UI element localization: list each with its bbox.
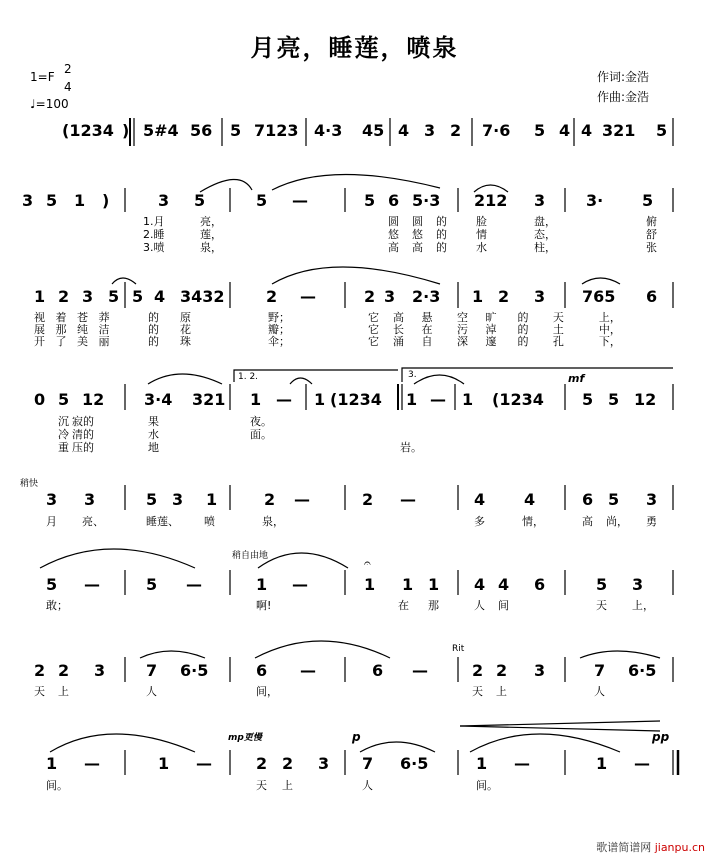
note: 4 xyxy=(559,121,571,140)
lyric: 它 xyxy=(368,311,379,324)
note: 7 xyxy=(362,754,374,773)
lyric: 的 xyxy=(517,323,529,336)
note: 3 xyxy=(534,287,546,306)
note: 7123 xyxy=(254,121,299,140)
lyric: 间。 xyxy=(476,779,498,792)
lyric: 原 xyxy=(179,311,191,324)
note: 56 xyxy=(190,121,213,140)
lyric: 亮、 xyxy=(82,515,104,528)
lyric: 天 xyxy=(34,685,45,698)
lyric: 寂的 xyxy=(72,415,94,428)
note: 3 xyxy=(534,191,546,210)
note-dash: — xyxy=(186,575,202,594)
watermark xyxy=(596,839,705,855)
note: 5 xyxy=(608,490,620,509)
dynamic-p: p xyxy=(352,730,361,744)
note: 3 xyxy=(632,575,644,594)
lyric: 空 xyxy=(456,311,468,324)
note: 6 xyxy=(646,287,658,306)
lyric: 的 xyxy=(436,228,447,241)
note: 2 xyxy=(58,287,70,306)
note: 2 xyxy=(282,754,294,773)
lyric: 间， xyxy=(256,685,278,698)
lyric: 高 xyxy=(412,241,423,254)
note: 4 xyxy=(474,490,486,509)
lyric: 自 xyxy=(421,335,433,348)
tempo-value: =100 xyxy=(35,97,69,111)
lyric: 压的 xyxy=(72,441,94,454)
note: 5 xyxy=(108,287,120,306)
lyric: 花 xyxy=(179,323,191,336)
note: 12 xyxy=(82,390,105,409)
lyric: 盘， xyxy=(534,215,556,228)
lyric: 的 xyxy=(147,335,159,348)
note: 3 xyxy=(384,287,396,306)
note: 4 xyxy=(398,121,410,140)
lyric: 的 xyxy=(517,335,529,348)
note: 1 xyxy=(428,575,440,594)
tempo-rit: Rit xyxy=(452,644,465,654)
lyric: 的 xyxy=(436,241,447,254)
lyric: 天 xyxy=(256,779,267,792)
lyric: 圆 xyxy=(388,215,399,228)
note: 5 xyxy=(364,191,376,210)
note: 3·4 xyxy=(144,390,173,409)
note: 5·3 xyxy=(412,191,441,210)
note: (1234 xyxy=(330,390,382,409)
note: 4 xyxy=(524,490,536,509)
lyric: 土 xyxy=(552,323,564,336)
note-dash: — xyxy=(294,490,310,509)
lyric: 着 xyxy=(55,311,67,324)
note: 3· xyxy=(586,191,604,210)
time-signature-bottom: 4 xyxy=(64,80,72,94)
lyric: 岩。 xyxy=(400,441,422,454)
lyric: 莽 xyxy=(98,311,110,324)
note: 2 xyxy=(362,490,374,509)
note: 1 xyxy=(206,490,218,509)
note: 6 xyxy=(372,661,384,680)
note: 5 xyxy=(596,575,608,594)
lyric: 丽 xyxy=(98,335,110,348)
lyric: 地 xyxy=(148,441,159,454)
lyric: 孔 xyxy=(552,335,564,348)
lyric: 脸 xyxy=(476,215,487,228)
note: 7 xyxy=(594,661,606,680)
lyric: 天 xyxy=(596,599,607,612)
volta-1-2: 1. 2. xyxy=(238,372,259,382)
note: 3 xyxy=(46,490,58,509)
lyric: 邃 xyxy=(485,335,497,348)
lyric: 野； xyxy=(268,311,290,324)
song-title: 月亮，睡莲，喷泉 xyxy=(250,34,459,62)
note: 5 xyxy=(656,121,668,140)
note: 2 xyxy=(496,661,508,680)
lyric: 态， xyxy=(534,228,556,241)
lyric: 睡莲、 xyxy=(146,515,179,528)
lyric: 悠 xyxy=(388,228,399,241)
lyric: 清的 xyxy=(72,428,94,441)
note: 6 xyxy=(534,575,546,594)
note: 3 xyxy=(84,490,96,509)
lyric: 深 xyxy=(456,335,468,348)
lyric: 的 xyxy=(147,323,159,336)
lyric: 悠 xyxy=(412,228,423,241)
note: 3432 xyxy=(180,287,225,306)
lyric-line-verse3-b xyxy=(368,336,621,348)
lyric: 上 xyxy=(282,779,293,792)
lyric: 洁 xyxy=(98,323,110,336)
composer-credit: 作曲:金浩 xyxy=(597,90,650,104)
lyric: 美 xyxy=(77,335,88,348)
note: 1 xyxy=(596,754,608,773)
note: 1 xyxy=(46,754,58,773)
lyric: 舒 xyxy=(646,228,657,241)
lyric: 展 xyxy=(34,323,45,336)
lyric: 苍 xyxy=(77,311,88,324)
lyric: 伞； xyxy=(268,335,290,348)
note: 5 xyxy=(608,390,620,409)
lyric: 冷 xyxy=(58,428,69,441)
lyric: 圆 xyxy=(412,215,423,228)
lyric: 上， xyxy=(632,599,654,612)
lyric: 啊! xyxy=(256,599,272,612)
lyric: 夜。 xyxy=(250,415,272,428)
note: 5 xyxy=(146,575,158,594)
note: 1 xyxy=(402,575,414,594)
note: 3 xyxy=(22,191,34,210)
lyric: 柱， xyxy=(534,241,556,254)
lyricist-credit: 作词:金浩 xyxy=(597,70,650,84)
note: 3 xyxy=(534,661,546,680)
note: 4 xyxy=(498,575,510,594)
lyric: 涌 xyxy=(393,335,404,348)
note: 2 xyxy=(34,661,46,680)
lyric: 间。 xyxy=(46,779,68,792)
note: 5 xyxy=(132,287,144,306)
lyric: 的 xyxy=(436,215,447,228)
lyric: 那 xyxy=(55,323,67,336)
lyric: 视 xyxy=(34,311,45,324)
note: 2 xyxy=(266,287,278,306)
note: 6·5 xyxy=(400,754,429,773)
note: (1234 xyxy=(492,390,544,409)
lyric: 瓣； xyxy=(268,323,290,336)
lyric: 重 xyxy=(58,441,69,454)
lyric: 1.月 xyxy=(143,215,165,228)
note: 4 xyxy=(154,287,166,306)
lyric: 下， xyxy=(598,335,621,348)
lyric: 上， xyxy=(598,311,621,324)
note: 3 xyxy=(82,287,94,306)
note: 3 xyxy=(318,754,330,773)
lyric: 沉 xyxy=(58,415,69,428)
lyric: 情， xyxy=(522,515,544,528)
note: 5 xyxy=(58,390,70,409)
note: 1 xyxy=(34,287,46,306)
note: 6·5 xyxy=(628,661,657,680)
note: 321 xyxy=(192,390,226,409)
lyric: 的 xyxy=(147,311,159,324)
lyric: 亮， xyxy=(200,215,222,228)
lyric: 喷 xyxy=(204,515,215,528)
lyric: 的 xyxy=(517,311,529,324)
lyric: 水 xyxy=(148,428,159,441)
note: 1 xyxy=(406,390,418,409)
note: 2 xyxy=(264,490,276,509)
note: 2 xyxy=(256,754,268,773)
note-dash: — xyxy=(300,287,316,306)
lyric: 高 xyxy=(582,515,593,528)
tempo-shaokuai: 稍快 xyxy=(20,479,39,489)
note: 7·6 xyxy=(482,121,511,140)
note: 2 xyxy=(498,287,510,306)
lyric: 那 xyxy=(428,599,439,612)
lyric: 3.喷 xyxy=(143,241,165,254)
lyric: 它 xyxy=(368,323,379,336)
note: 5 xyxy=(194,191,206,210)
note-dash: — xyxy=(84,575,100,594)
lyric: 多 xyxy=(474,515,485,528)
note: 7 xyxy=(146,661,158,680)
note-dash: — xyxy=(634,754,650,773)
lyric: 敢； xyxy=(46,599,68,612)
fermata-icon: 𝄐 xyxy=(364,556,371,570)
lyric: 人 xyxy=(474,599,485,612)
note: 1 xyxy=(158,754,170,773)
lyric-line-verse3 xyxy=(34,336,191,348)
lyric: 高 xyxy=(393,311,404,324)
lyric: 污 xyxy=(456,323,468,336)
note-fermata: 1 xyxy=(364,575,376,594)
note: 5#4 xyxy=(143,121,179,140)
lyric: 莲， xyxy=(200,228,222,241)
note: 1 xyxy=(314,390,326,409)
note: 3 xyxy=(646,490,658,509)
note: 5 xyxy=(582,390,594,409)
lyric: 面。 xyxy=(250,428,272,441)
note: 2 xyxy=(450,121,462,140)
lyric: 在 xyxy=(421,323,433,336)
lyric: 了 xyxy=(55,335,67,348)
note-dash: — xyxy=(514,754,530,773)
note-dash: — xyxy=(292,575,308,594)
lyric: 旷 xyxy=(485,311,497,324)
note: 5 xyxy=(256,191,268,210)
note: 2 xyxy=(58,661,70,680)
note-dash: — xyxy=(292,191,308,210)
quarter-note-icon: ♩ xyxy=(30,97,36,111)
note-dash: — xyxy=(300,661,316,680)
lyric: 水 xyxy=(476,241,487,254)
note: 1 xyxy=(472,287,484,306)
note: 4 xyxy=(581,121,593,140)
lyric: 泉， xyxy=(262,515,284,528)
lyric: 泉， xyxy=(200,241,222,254)
note: 5 xyxy=(534,121,546,140)
dynamic-pp: pp xyxy=(652,730,670,744)
note: 2·3 xyxy=(412,287,441,306)
note: 3 xyxy=(424,121,436,140)
expression-shaoziyou: 稍自由地 xyxy=(232,551,269,561)
lyric: 中， xyxy=(598,323,621,336)
note: 5 xyxy=(46,191,58,210)
note: 6·5 xyxy=(180,661,209,680)
note: 12 xyxy=(634,390,657,409)
lyric: 长 xyxy=(393,323,404,336)
note: 3 xyxy=(94,661,106,680)
dynamic-mf: mf xyxy=(568,372,585,385)
note: 1 xyxy=(462,390,474,409)
lyric: 上 xyxy=(58,685,69,698)
lyric: 果 xyxy=(148,415,159,428)
dynamic-mp: mp更慢 xyxy=(228,733,262,743)
lyric: 张 xyxy=(646,241,657,254)
note: 3 xyxy=(172,490,184,509)
lyric: 2.睡 xyxy=(143,228,165,241)
note: 321 xyxy=(602,121,636,140)
lyric: 人 xyxy=(362,779,373,792)
note: 2 xyxy=(472,661,484,680)
note: 765 xyxy=(582,287,616,306)
lyric: 高 xyxy=(388,241,399,254)
note: 6 xyxy=(256,661,268,680)
note: ) xyxy=(102,191,110,210)
volta-3: 3. xyxy=(408,370,417,380)
note-dash: — xyxy=(84,754,100,773)
note: 1 xyxy=(256,575,268,594)
lyric: 纯 xyxy=(77,323,88,336)
note-dash: — xyxy=(430,390,446,409)
note: 2 xyxy=(364,287,376,306)
lyric: 俯 xyxy=(646,215,657,228)
lyric: 开 xyxy=(34,335,45,348)
note: 45 xyxy=(362,121,385,140)
lyric: 勇 xyxy=(646,515,657,528)
watermark-text: 歌谱简谱网 xyxy=(596,841,652,854)
note: 3 xyxy=(158,191,170,210)
lyric: 尚， xyxy=(606,515,628,528)
lyric: 人 xyxy=(594,685,605,698)
note-dash: — xyxy=(400,490,416,509)
note: 4·3 xyxy=(314,121,343,140)
note-dash: — xyxy=(412,661,428,680)
lyric: 悬 xyxy=(421,311,433,324)
note: 5 xyxy=(46,575,58,594)
lyric: 上 xyxy=(496,685,507,698)
time-signature-top: 2 xyxy=(64,62,72,76)
note-intro: (1234 xyxy=(62,121,114,140)
note: 6 xyxy=(388,191,400,210)
lyric: 月 xyxy=(46,515,57,528)
lyric: 天 xyxy=(552,311,564,324)
key-signature: 1=F xyxy=(30,70,55,84)
lyric: 情 xyxy=(476,228,487,241)
watermark-domain: jianpu.cn xyxy=(654,841,705,854)
lyric: 天 xyxy=(472,685,483,698)
note: 5 xyxy=(230,121,242,140)
note: 1 xyxy=(476,754,488,773)
note-close-paren: ) xyxy=(122,121,130,140)
note: 0 xyxy=(34,390,46,409)
note-dash: — xyxy=(276,390,292,409)
note: 212 xyxy=(474,191,508,210)
note: 5 xyxy=(146,490,158,509)
note: 6 xyxy=(582,490,594,509)
lyric: 在 xyxy=(398,599,409,612)
note: 5 xyxy=(642,191,654,210)
note: 4 xyxy=(474,575,486,594)
lyric: 人 xyxy=(146,685,157,698)
lyric: 珠 xyxy=(179,335,191,348)
lyric: 淖 xyxy=(485,323,497,336)
note: 1 xyxy=(250,390,262,409)
note-dash: — xyxy=(196,754,212,773)
lyric: 间 xyxy=(498,599,509,612)
lyric: 它 xyxy=(368,335,379,348)
note: 1 xyxy=(74,191,86,210)
